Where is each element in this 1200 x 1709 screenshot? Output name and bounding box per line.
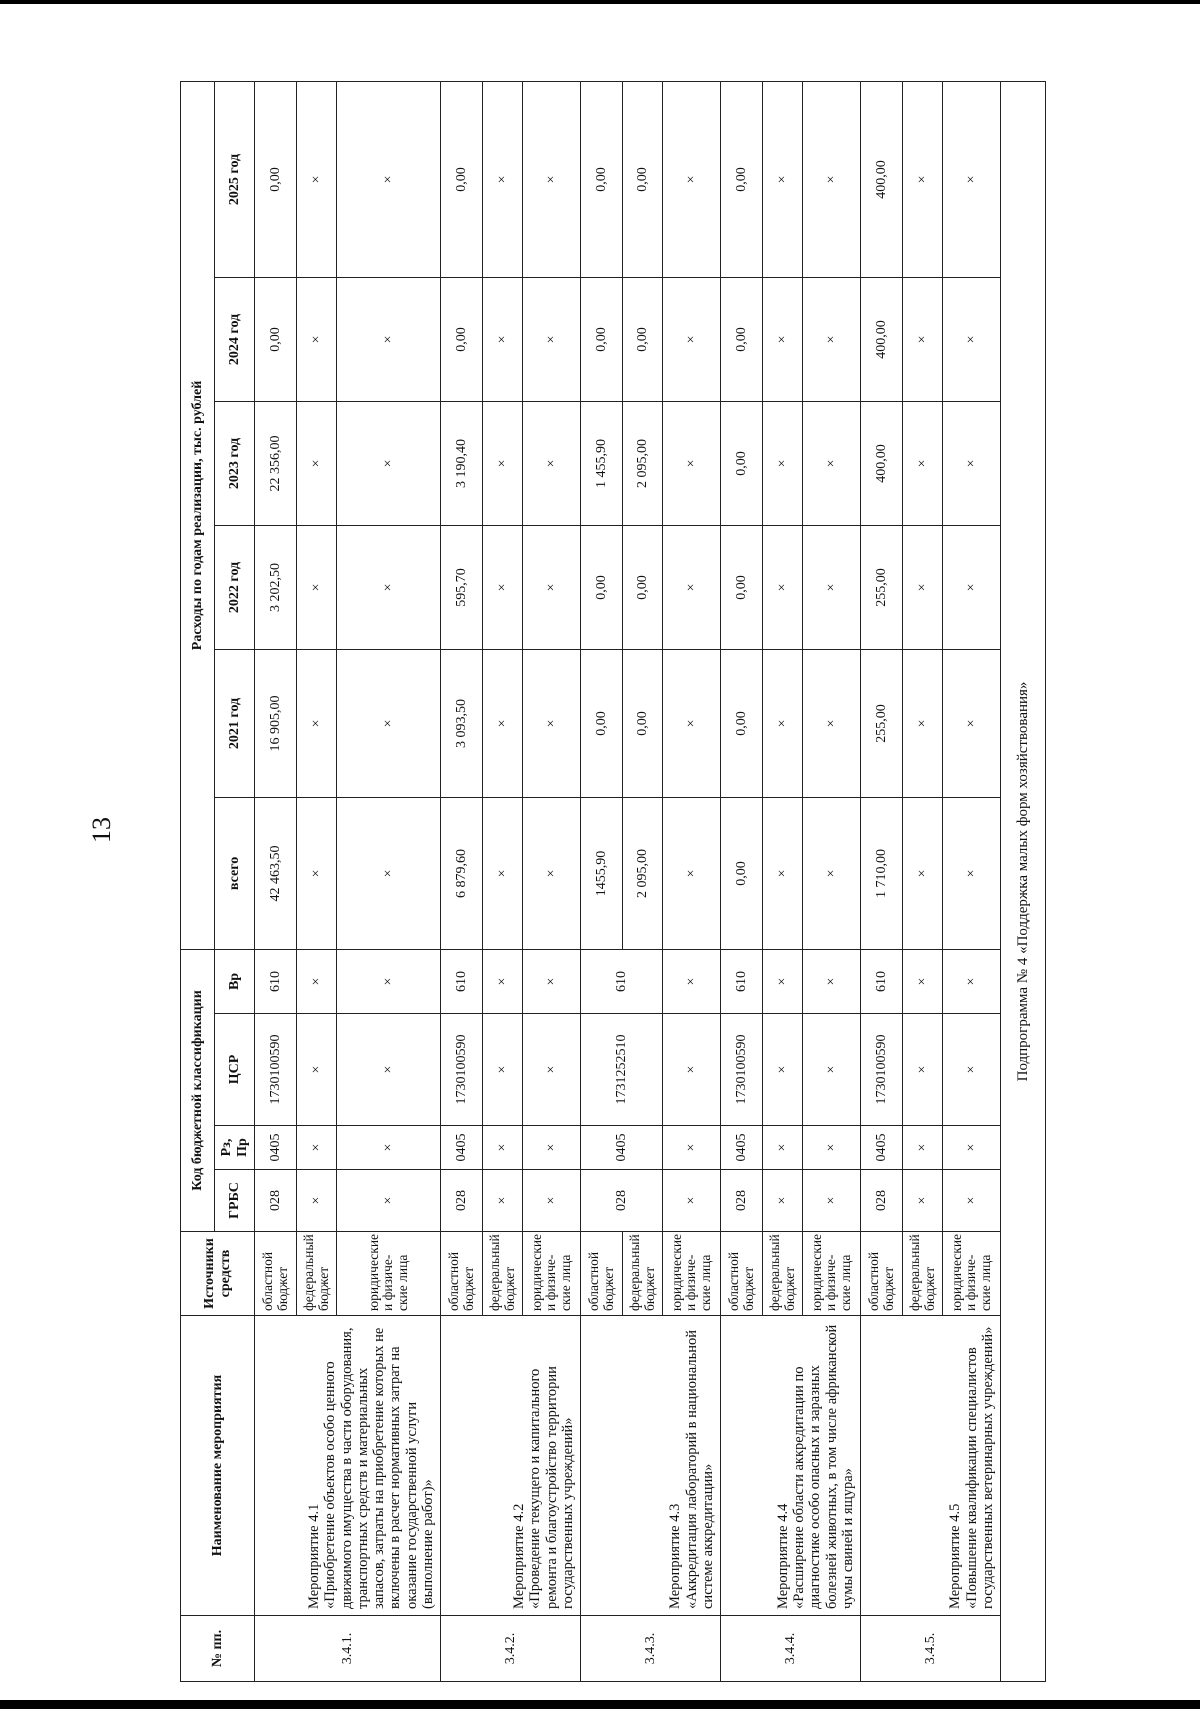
cell-2024: × — [803, 277, 861, 401]
header-2022: 2022 год — [215, 525, 255, 649]
header-csr: ЦСР — [215, 1014, 255, 1126]
cell-total: 2 095,00 — [623, 797, 663, 949]
cell-2021: × — [483, 649, 523, 797]
table-row — [255, 81, 297, 1681]
source-legal: юридические и физиче-ские лица — [663, 1232, 721, 1316]
header-2023: 2023 год — [215, 401, 255, 525]
header-num: № пп. — [181, 1616, 255, 1682]
subprogram-row — [1001, 81, 1046, 1681]
cell-total: 6 879,60 — [441, 797, 483, 949]
cell-2022: × — [297, 525, 337, 649]
cell-2024: × — [337, 277, 441, 401]
cell-vr: 610 — [441, 949, 483, 1013]
source-legal: юридические и физиче-ские лица — [523, 1232, 581, 1316]
cell-csr: 1730100590 — [441, 1014, 483, 1126]
cell-total: 42 463,50 — [255, 797, 297, 949]
cell-2025: × — [663, 81, 721, 277]
source-federal: федеральный бюджет — [623, 1232, 663, 1316]
cell-2023: × — [337, 401, 441, 525]
header-total: всего — [215, 797, 255, 949]
cell-2024: × — [483, 277, 523, 401]
cell-2023: × — [903, 401, 943, 525]
cell-total: 1 710,00 — [861, 797, 903, 949]
cell-2021: 16 905,00 — [255, 649, 297, 797]
cell-2022: 595,70 — [441, 525, 483, 649]
cell-grbs: 028 — [721, 1170, 763, 1232]
cell-csr: 1730100590 — [721, 1014, 763, 1126]
cell-rzpr: 0405 — [861, 1126, 903, 1170]
cell-total: × — [803, 797, 861, 949]
cell-2025: 400,00 — [861, 81, 903, 277]
cell-csr: 1730100590 — [255, 1014, 297, 1126]
cell-2023: 400,00 — [861, 401, 903, 525]
cell-grbs: × — [803, 1170, 861, 1232]
cell-2022: 0,00 — [623, 525, 663, 649]
cell-2022: × — [763, 525, 803, 649]
cell-grbs: 028 — [861, 1170, 903, 1232]
measure-name: Мероприятие 4.4 «Расширение области аккредитации по диагностике особо опасных и заразных болезней животных, в том числе африканской чумы свиней и ящура» — [721, 1316, 861, 1616]
cell-csr: × — [763, 1014, 803, 1126]
cell-2022: × — [943, 525, 1001, 649]
cell-grbs: × — [523, 1170, 581, 1232]
cell-2021: 3 093,50 — [441, 649, 483, 797]
cell-rzpr: 0405 — [255, 1126, 297, 1170]
cell-2023: 22 356,00 — [255, 401, 297, 525]
cell-2024: × — [663, 277, 721, 401]
source-legal: юридические и физиче-ские лица — [803, 1232, 861, 1316]
cell-rzpr: 0405 — [581, 1126, 663, 1170]
cell-csr: × — [483, 1014, 523, 1126]
cell-2024: × — [943, 277, 1001, 401]
cell-vr: × — [483, 949, 523, 1013]
cell-csr: 1731252510 — [581, 1014, 663, 1126]
cell-rzpr: × — [297, 1126, 337, 1170]
header-2021: 2021 год — [215, 649, 255, 797]
source-legal: юридические и физиче-ские лица — [943, 1232, 1001, 1316]
cell-2021: × — [297, 649, 337, 797]
cell-csr: × — [803, 1014, 861, 1126]
cell-grbs: × — [903, 1170, 943, 1232]
source-federal: федеральный бюджет — [903, 1232, 943, 1316]
cell-total: × — [763, 797, 803, 949]
cell-2025: 0,00 — [441, 81, 483, 277]
budget-table — [180, 81, 1046, 1682]
source-federal: федеральный бюджет — [483, 1232, 523, 1316]
measure-name: Мероприятие 4.5 «Повышение квалификации специалистов государственных ветеринарных учреждений» — [861, 1316, 1001, 1616]
cell-grbs: × — [297, 1170, 337, 1232]
cell-2024: 0,00 — [721, 277, 763, 401]
cell-csr: × — [337, 1014, 441, 1126]
cell-rzpr: × — [943, 1126, 1001, 1170]
cell-2022: 3 202,50 — [255, 525, 297, 649]
cell-vr: × — [903, 949, 943, 1013]
cell-csr: × — [663, 1014, 721, 1126]
cell-total: × — [337, 797, 441, 949]
cell-2022: 0,00 — [581, 525, 623, 649]
cell-2023: 3 190,40 — [441, 401, 483, 525]
cell-2021: × — [523, 649, 581, 797]
header-2025: 2025 год — [215, 81, 255, 277]
source-federal: федеральный бюджет — [297, 1232, 337, 1316]
cell-2024: 400,00 — [861, 277, 903, 401]
cell-csr: × — [297, 1014, 337, 1126]
cell-rzpr: × — [483, 1126, 523, 1170]
cell-csr: × — [523, 1014, 581, 1126]
cell-2024: × — [903, 277, 943, 401]
measure-number: 3.4.1. — [255, 1616, 441, 1682]
cell-vr: 610 — [581, 949, 663, 1013]
source-federal: федеральный бюджет — [763, 1232, 803, 1316]
measure-name: Мероприятие 4.2 «Проведение текущего и капитального ремонта и благоустройство территории государственных учреждений» — [441, 1316, 581, 1616]
header-source: Источники средств — [181, 1232, 255, 1316]
cell-vr: × — [297, 949, 337, 1013]
cell-vr: × — [337, 949, 441, 1013]
cell-2023: 0,00 — [721, 401, 763, 525]
cell-grbs: × — [763, 1170, 803, 1232]
source-regional: областной бюджет — [441, 1232, 483, 1316]
cell-rzpr: × — [763, 1126, 803, 1170]
cell-2025: × — [903, 81, 943, 277]
cell-2023: 1 455,90 — [581, 401, 623, 525]
cell-csr: × — [903, 1014, 943, 1126]
measure-name: Мероприятие 4.1 «Приобретение объектов особо ценного движимого имущества в части оборудования, транспортных средств и материальных запасов, затраты на приобретение которых не включены в расчет нормативных затрат на оказание государственной услуги (выполнение работ)» — [255, 1316, 441, 1616]
cell-2024: 0,00 — [441, 277, 483, 401]
cell-2023: × — [803, 401, 861, 525]
cell-rzpr: 0405 — [441, 1126, 483, 1170]
cell-total: × — [903, 797, 943, 949]
cell-2021: 0,00 — [721, 649, 763, 797]
scan-edge-bottom — [0, 1700, 1200, 1709]
cell-2023: × — [523, 401, 581, 525]
cell-rzpr: × — [803, 1126, 861, 1170]
cell-2023: × — [763, 401, 803, 525]
cell-total: 1455,90 — [581, 797, 623, 949]
header-vr: Вр — [215, 949, 255, 1013]
cell-2024: × — [297, 277, 337, 401]
source-regional: областной бюджет — [255, 1232, 297, 1316]
cell-grbs: 028 — [441, 1170, 483, 1232]
cell-2021: × — [763, 649, 803, 797]
cell-2025: × — [763, 81, 803, 277]
cell-2024: × — [523, 277, 581, 401]
cell-rzpr: × — [523, 1126, 581, 1170]
cell-2021: × — [903, 649, 943, 797]
cell-2022: × — [903, 525, 943, 649]
cell-2021: 0,00 — [623, 649, 663, 797]
cell-total: × — [523, 797, 581, 949]
page-number: 13 — [87, 817, 116, 843]
header-code-group: Код бюджетной классификации — [181, 949, 215, 1231]
header-expenses-group: Расходы по годам реализации, тыс. рублей — [181, 81, 215, 949]
table-row — [861, 81, 903, 1681]
rotated-table-area — [180, 82, 1090, 1682]
header-2024: 2024 год — [215, 277, 255, 401]
cell-grbs: 028 — [581, 1170, 663, 1232]
cell-vr: × — [663, 949, 721, 1013]
cell-2022: × — [663, 525, 721, 649]
cell-csr: 1730100590 — [861, 1014, 903, 1126]
cell-2022: × — [803, 525, 861, 649]
cell-2024: × — [763, 277, 803, 401]
cell-2025: × — [523, 81, 581, 277]
cell-grbs: × — [663, 1170, 721, 1232]
measure-number: 3.4.4. — [721, 1616, 861, 1682]
source-regional: областной бюджет — [581, 1232, 623, 1316]
scan-edge-top — [0, 0, 1200, 4]
cell-2025: × — [803, 81, 861, 277]
measure-number: 3.4.3. — [581, 1616, 721, 1682]
cell-vr: × — [523, 949, 581, 1013]
cell-2025: × — [297, 81, 337, 277]
cell-2022: × — [337, 525, 441, 649]
source-regional: областной бюджет — [861, 1232, 903, 1316]
cell-total: 0,00 — [721, 797, 763, 949]
table-row — [581, 81, 623, 1681]
cell-grbs: 028 — [255, 1170, 297, 1232]
cell-rzpr: × — [663, 1126, 721, 1170]
cell-rzpr: × — [337, 1126, 441, 1170]
cell-csr: × — [943, 1014, 1001, 1126]
cell-2025: 0,00 — [581, 81, 623, 277]
measure-name: Мероприятие 4.3 «Аккредитация лабораторий в национальной системе аккредитации» — [581, 1316, 721, 1616]
cell-2024: 0,00 — [623, 277, 663, 401]
cell-2023: × — [297, 401, 337, 525]
cell-grbs: × — [943, 1170, 1001, 1232]
cell-2022: 255,00 — [861, 525, 903, 649]
header-rzpr: Рз, Пр — [215, 1126, 255, 1170]
cell-2025: × — [337, 81, 441, 277]
cell-2021: × — [663, 649, 721, 797]
cell-2022: × — [483, 525, 523, 649]
cell-total: × — [297, 797, 337, 949]
cell-2025: 0,00 — [255, 81, 297, 277]
cell-2021: × — [337, 649, 441, 797]
cell-2021: 255,00 — [861, 649, 903, 797]
cell-total: × — [483, 797, 523, 949]
cell-vr: 610 — [721, 949, 763, 1013]
table-row — [441, 81, 483, 1681]
source-legal: юридические и физиче-ские лица — [337, 1232, 441, 1316]
cell-rzpr: 0405 — [721, 1126, 763, 1170]
cell-2023: × — [663, 401, 721, 525]
cell-2025: 0,00 — [623, 81, 663, 277]
header-grbs: ГРБС — [215, 1170, 255, 1232]
cell-2025: 0,00 — [721, 81, 763, 277]
subprogram-title: Подпрограмма № 4 «Поддержка малых форм хозяйствования» — [1001, 81, 1046, 1681]
cell-2023: × — [943, 401, 1001, 525]
measure-number: 3.4.5. — [861, 1616, 1001, 1682]
cell-2021: × — [803, 649, 861, 797]
cell-vr: 610 — [255, 949, 297, 1013]
cell-vr: × — [763, 949, 803, 1013]
cell-vr: 610 — [861, 949, 903, 1013]
cell-2022: × — [523, 525, 581, 649]
cell-2025: × — [943, 81, 1001, 277]
cell-2024: 0,00 — [255, 277, 297, 401]
cell-2022: 0,00 — [721, 525, 763, 649]
cell-2025: × — [483, 81, 523, 277]
cell-2023: × — [483, 401, 523, 525]
cell-2021: 0,00 — [581, 649, 623, 797]
cell-total: × — [943, 797, 1001, 949]
cell-grbs: × — [483, 1170, 523, 1232]
cell-vr: × — [803, 949, 861, 1013]
source-regional: областной бюджет — [721, 1232, 763, 1316]
cell-vr: × — [943, 949, 1001, 1013]
measure-number: 3.4.2. — [441, 1616, 581, 1682]
cell-rzpr: × — [903, 1126, 943, 1170]
cell-2021: × — [943, 649, 1001, 797]
table-row — [721, 81, 763, 1681]
cell-grbs: × — [337, 1170, 441, 1232]
cell-2024: 0,00 — [581, 277, 623, 401]
header-name: Наименование мероприятия — [181, 1316, 255, 1616]
cell-total: × — [663, 797, 721, 949]
cell-2023: 2 095,00 — [623, 401, 663, 525]
